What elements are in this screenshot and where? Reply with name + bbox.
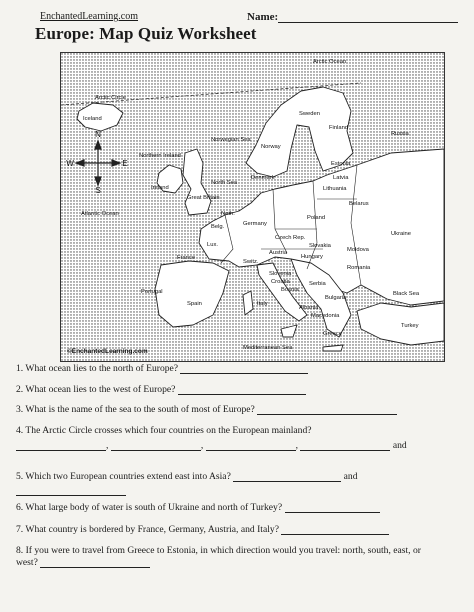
question-3 <box>16 404 397 415</box>
map-label-ukraine: Ukraine <box>391 231 411 237</box>
question-4-sep-1: , <box>106 440 109 451</box>
question-8-line-2 <box>16 557 150 568</box>
map-label-lux: Lux. <box>207 242 218 248</box>
question-4 <box>16 425 312 436</box>
answer-1-blank[interactable] <box>180 364 308 374</box>
question-5-and: and <box>343 471 358 482</box>
map-label-slovakia: Slovakia <box>309 243 331 249</box>
page-title: Europe: Map Quiz Worksheet <box>35 24 257 43</box>
compass-s: S <box>95 186 101 195</box>
question-7-text: 7. What country is bordered by France, Germany, Austria, and Italy? <box>16 524 279 535</box>
map-label-belg: Belg. <box>211 224 225 230</box>
question-5-line-2 <box>16 485 126 496</box>
answer-7-blank[interactable] <box>281 525 389 535</box>
question-4-sep-2: , <box>200 440 204 451</box>
map-label-estonia: Estonia <box>331 161 351 167</box>
map-label-arctic-ocean: Arctic Ocean <box>313 59 347 65</box>
map-label-italy: Italy <box>257 301 268 307</box>
map-label-ireland: Ireland <box>151 185 169 191</box>
question-4-answers <box>16 440 407 451</box>
name-label: Name: <box>247 11 279 23</box>
map-label-moldova: Moldova <box>347 247 369 253</box>
question-4-text: 4. The Arctic Circle crosses which four countries on the European mainland? <box>16 425 312 436</box>
map-label-finland: Finland <box>329 125 349 131</box>
question-7 <box>16 524 389 535</box>
answer-2-blank[interactable] <box>178 385 306 395</box>
map-label-norway: Norway <box>261 144 281 150</box>
question-1 <box>16 363 308 374</box>
question-5 <box>16 471 358 482</box>
question-3-text: 3. What is the name of the sea to the south of most of Europe? <box>16 404 255 415</box>
map-label-hungary: Hungary <box>301 254 323 260</box>
map-label-iceland: Iceland <box>83 116 102 122</box>
compass-e: E <box>122 159 128 168</box>
compass-n: N <box>95 130 101 139</box>
answer-4d-blank[interactable] <box>300 441 390 451</box>
map-label-macedonia: Macedonia <box>311 313 340 319</box>
name-field[interactable] <box>247 11 458 23</box>
map-label-poland: Poland <box>307 215 326 221</box>
map-label-latvia: Latvia <box>333 175 349 181</box>
map-label-atlantic-ocean: Atlantic Ocean <box>81 211 119 217</box>
map-label-northern-ireland: Northern Ireland <box>139 153 181 159</box>
map-label-albania: Albania <box>299 305 319 311</box>
answer-5a-blank[interactable] <box>233 472 341 482</box>
map-label-serbia: Serbia <box>309 281 326 287</box>
answer-5b-blank[interactable] <box>16 486 126 496</box>
question-4-and: and <box>392 440 407 451</box>
question-4-sep-3: , <box>295 440 299 451</box>
map-label-austria: Austria <box>269 250 288 256</box>
compass-w: W <box>66 159 74 168</box>
question-6 <box>16 502 380 513</box>
question-8-text: 8. If you were to travel from Greece to Estonia, in which direction would you travel: north, south, east, or <box>16 545 421 556</box>
map-label-lithuania: Lithuania <box>323 186 347 192</box>
map-label-bosnia: Bosnia <box>281 287 299 293</box>
map-label-sweden: Sweden <box>299 111 320 117</box>
map-label-slovenia: Slovenia <box>269 271 292 277</box>
answer-6-blank[interactable] <box>285 503 380 513</box>
map-label-bulgaria: Bulgaria <box>325 295 347 301</box>
question-6-text: 6. What large body of water is south of Ukraine and north of Turkey? <box>16 502 283 513</box>
map-label-spain: Spain <box>187 301 202 307</box>
site-name: EnchantedLearning.com <box>40 11 139 22</box>
europe-map <box>60 52 445 362</box>
answer-4b-blank[interactable] <box>111 440 204 451</box>
answer-3-blank[interactable] <box>257 405 397 415</box>
map-label-croatia: Croatia <box>271 279 290 285</box>
map-label-portugal: Portugal <box>141 289 163 295</box>
question-2 <box>16 384 306 395</box>
map-label-great-britain: Great Britain <box>187 195 220 201</box>
answer-4a-blank[interactable] <box>16 440 109 451</box>
map-label-germany: Germany <box>243 221 267 227</box>
map-label-arctic-circle: Arctic Circle <box>95 95 126 101</box>
map-label-romania: Romania <box>347 265 371 271</box>
question-8 <box>16 545 421 556</box>
answer-4c-blank[interactable] <box>206 440 299 451</box>
map-label-belarus: Belarus <box>349 201 369 207</box>
question-1-text: 1. What ocean lies to the north of Europe? <box>16 363 179 374</box>
map-svg <box>61 53 444 361</box>
map-label-denmark: Denmark <box>251 175 275 181</box>
question-2-text: 2. What ocean lies to the west of Europe? <box>16 384 176 395</box>
map-label-turkey: Turkey <box>401 323 419 329</box>
map-label-neth: Neth. <box>221 211 235 217</box>
answer-8-blank[interactable] <box>40 558 150 568</box>
name-blank[interactable] <box>278 12 458 23</box>
map-label-france: France <box>177 255 196 261</box>
map-label-russia: Russia <box>391 131 409 137</box>
map-label-czech-rep: Czech Rep. <box>275 235 306 241</box>
map-label-norwegian-sea: Norwegian Sea <box>211 137 251 143</box>
map-label-north-sea: North Sea <box>211 180 238 186</box>
map-label-black-sea: Black Sea <box>393 291 420 297</box>
map-label-switz: Switz. <box>243 259 259 265</box>
question-8-text-2: west? <box>16 557 38 568</box>
map-copyright: ©EnchantedLearning.com <box>67 348 148 355</box>
map-label-greece: Greece <box>323 331 343 337</box>
map-label-mediterranean-sea: Mediterranean Sea <box>243 345 293 351</box>
question-5-text: 5. Which two European countries extend east into Asia? <box>16 471 231 482</box>
